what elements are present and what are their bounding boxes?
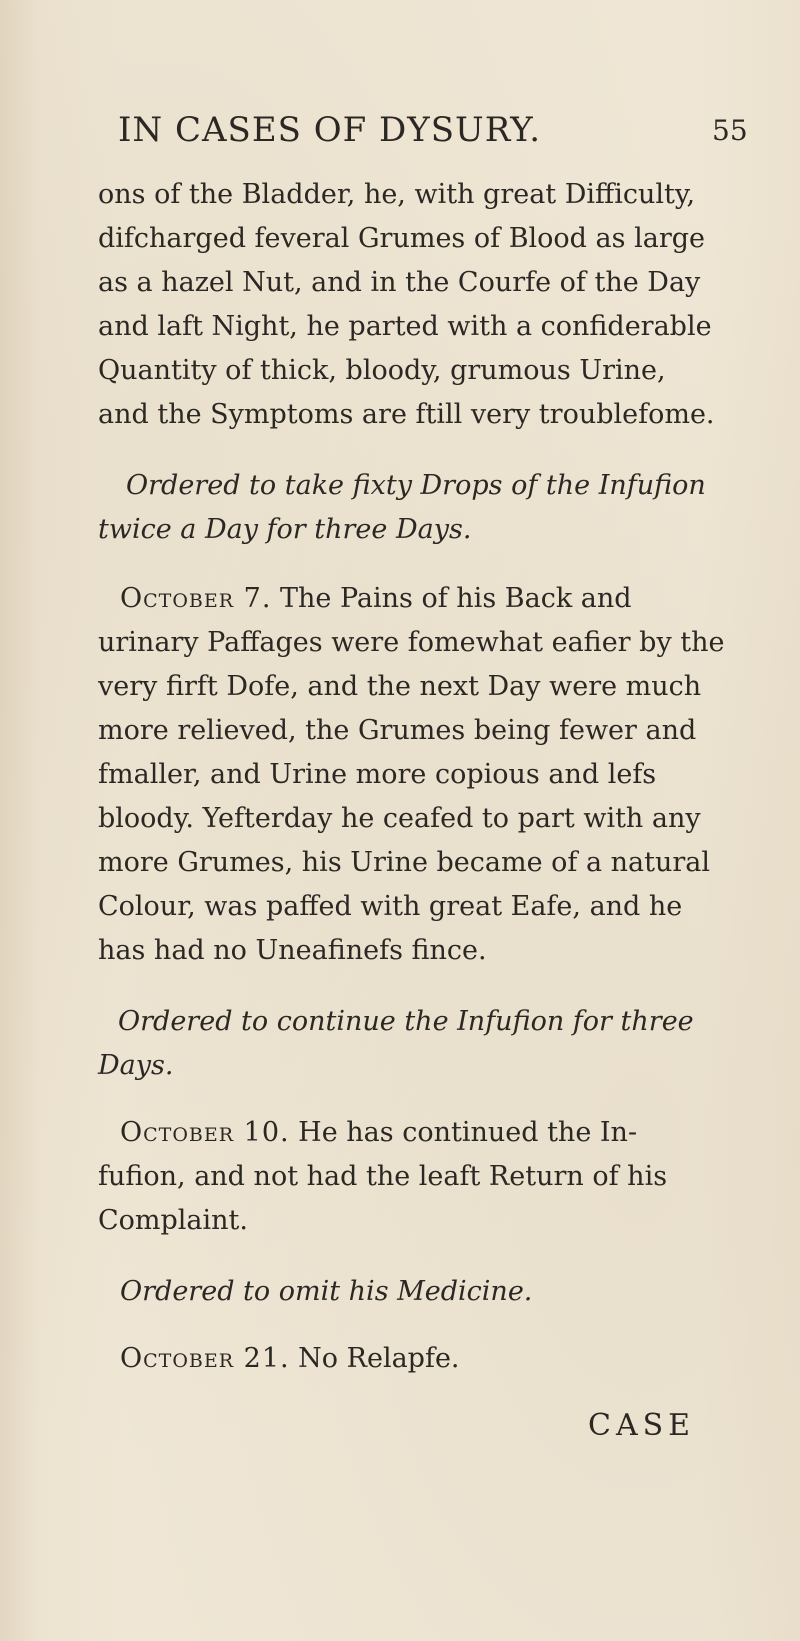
entry-date: October 7. [120,583,272,614]
text-line: very firft Dofe, and the next Day were much [98,671,702,702]
diary-entry-line [120,580,632,618]
text-line: difcharged feveral Grumes of Blood as large [98,223,705,254]
text-line: Complaint. [98,1205,248,1236]
text-line: more relieved, the Grumes being fewer and [98,715,697,746]
catchword: CASE [588,1408,696,1443]
page-header [0,110,800,154]
text-line: ons of the Bladder, he, with great Difficulty, [98,179,696,210]
text-line: as a hazel Nut, and in the Courfe of the Day [98,267,701,298]
text-line: Quantity of thick, bloody, grumous Urine, [98,355,666,386]
text-line: fufion, and not had the leaft Return of his [98,1161,668,1192]
entry-date: October 21. [120,1343,290,1374]
running-title: IN CASES OF DYSURY. [118,110,542,150]
entry-date: October 10. [120,1117,290,1148]
prescription-line: Ordered to take fixty Drops of the Infufion [126,470,706,501]
entry-text: The Pains of his Back and [271,583,632,614]
text-line: and laft Night, he parted with a confiderable [98,311,712,342]
text-line: Colour, was paffed with great Eafe, and he [98,891,683,922]
entry-text: No Relapfe. [289,1343,460,1374]
prescription-line: Ordered to omit his Medicine. [120,1276,533,1307]
diary-entry-line [120,1340,460,1378]
text-line: fmaller, and Urine more copious and lefs [98,759,657,790]
diary-entry-line [120,1114,637,1152]
prescription-line: Days. [98,1050,174,1081]
prescription-line: Ordered to continue the Infufion for three [118,1006,694,1037]
text-line: and the Symptoms are ftill very troublefome. [98,399,715,430]
prescription-line: twice a Day for three Days. [98,514,472,545]
entry-text: He has continued the In- [289,1117,638,1148]
text-line: bloody. Yefterday he ceafed to part with any [98,803,701,834]
text-line: has had no Uneafinefs fince. [98,935,487,966]
text-line: urinary Paffages were fomewhat eafier by the [98,627,725,658]
text-line: more Grumes, his Urine became of a natural [98,847,711,878]
page-number: 55 [712,114,748,147]
